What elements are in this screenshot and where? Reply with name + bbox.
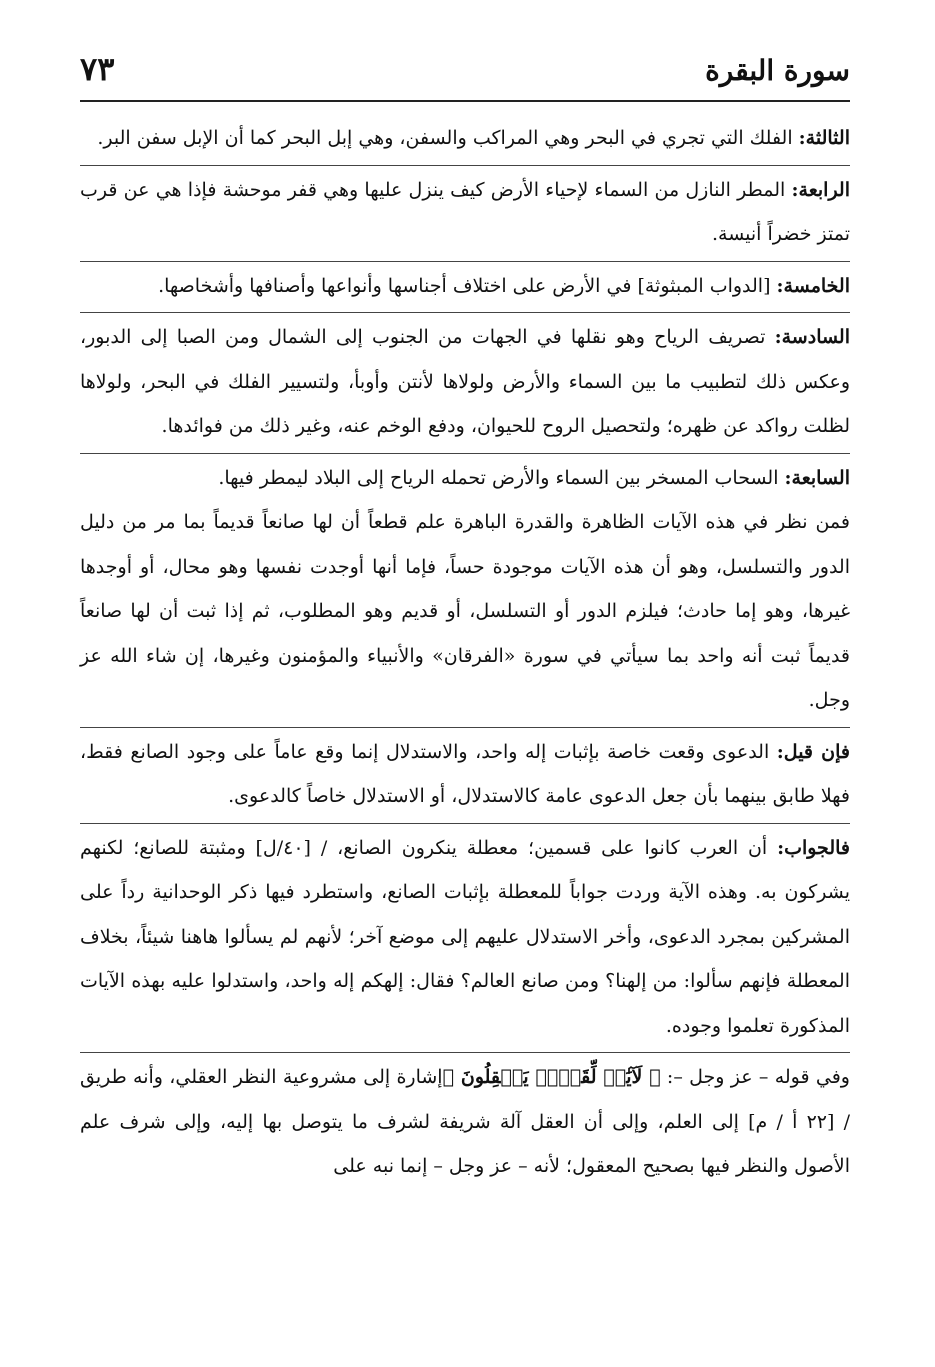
page-number: ٧٣ xyxy=(80,50,115,88)
paragraph-text: الدعوى وقعت خاصة بإثبات إله واحد، والاستدلال إنما وقع عاماً على وجود الصانع فقط، فهلا طابق بينهما بأن جعل الدعوى عامة كالاستدلال، أو الاستدلال خاصاً كالدعوى. xyxy=(80,740,850,807)
paragraph-objection xyxy=(80,730,850,819)
paragraph-sixth xyxy=(80,315,850,449)
paragraph-text: إشارة إلى مشروعية النظر العقلي، وأنه طريق / [٢٢ أ / م] إلى العلم، وإلى أن العقل آلة شريفة لشرف ما يتوصل بها إليه، وإلى شرف علم الأصول والنظر فيها بصحيح المعقول؛ لأنه – عز وجل – إنما نبه على xyxy=(80,1066,850,1177)
paragraph-lead: السابعة: xyxy=(784,466,850,489)
paragraph-lead: فالجواب: xyxy=(777,836,850,859)
paragraph-lead: الرابعة: xyxy=(791,178,850,201)
book-page xyxy=(80,40,850,1340)
page-body xyxy=(80,102,850,1189)
page-header xyxy=(80,40,850,102)
paragraph-fifth xyxy=(80,264,850,309)
paragraph-text: فمن نظر في هذه الآيات الظاهرة والقدرة الباهرة علم قطعاً أن لها صانعاً قديماً بما مر من دليل الدور والتسلسل، وهو أن هذه الآيات موجودة حساً، فإما أنها أوجدت نفسها وهو محال، أو أوجدها غيرها، وهو إما حادث؛ فيلزم الدور أو التسلسل، أو قديم وهو المطلوب، ثم إذا ثبت أن لها صانعاً قديماً ثبت أنه واحد بما سيأتي في سورة «الفرقان» والأنبياء والمؤمنون وغيرها، إن شاء الله عز وجل. xyxy=(80,511,850,711)
surah-title: سورة البقرة xyxy=(705,54,850,87)
paragraph-divider xyxy=(80,727,850,728)
paragraph-text: المطر النازل من السماء لإحياء الأرض كيف ينزل عليها وهي قفر موحشة فإذا هي عن قرب تمتز خضراً أنيسة. xyxy=(80,178,850,245)
quran-quote: ﴿ لَآيَٰتٖ لِّقَوۡمٖ يَعۡقِلُونَ ﴾ xyxy=(442,1066,661,1088)
paragraph-lead: السادسة: xyxy=(774,326,850,348)
paragraph-lead: الثالثة: xyxy=(798,127,850,149)
paragraph-third xyxy=(80,116,850,161)
paragraph-text: السحاب المسخر بين السماء والأرض تحمله الرياح إلى البلاد ليمطر فيها. xyxy=(218,466,785,489)
paragraph-divider xyxy=(80,453,850,454)
paragraph-seventh xyxy=(80,456,850,501)
paragraph-divider xyxy=(80,261,850,262)
paragraph-text: تصريف الرياح وهو نقلها في الجهات من الجنوب إلى الشمال ومن الصبا إلى الدبور، وعكس ذلك لتطبيب ما بين السماء والأرض ولولاها لأنتن وأوبأ، ولتسيير الفلك في البحر، ولولاها لظلت رواكد عن ظهره؛ ولتحصيل الروح للحيوان، ودفع الوخم عنه، وغير ذلك من فوائدها. xyxy=(80,326,850,437)
paragraph-argument xyxy=(80,500,850,723)
paragraph-lead: فإن قيل: xyxy=(776,740,850,763)
paragraph-fourth xyxy=(80,168,850,257)
paragraph-reflection xyxy=(80,1055,850,1189)
paragraph-text: الفلك التي تجري في البحر وهي المراكب والسفن، وهي إبل البحر كما أن الإبل سفن البر. xyxy=(97,127,799,149)
paragraph-text: وفي قوله – عز وجل –: xyxy=(660,1066,850,1088)
paragraph-divider xyxy=(80,312,850,313)
paragraph-text: [الدواب المبثوثة] في الأرض على اختلاف أجناسها وأنواعها وأصنافها وأشخاصها. xyxy=(158,274,777,297)
paragraph-divider xyxy=(80,1052,850,1053)
paragraph-answer xyxy=(80,826,850,1049)
paragraph-text: أن العرب كانوا على قسمين؛ معطلة ينكرون الصانع، / [٤٠/ل] ومثبتة للصانع؛ لكنهم يشركون به. وهذه الآية وردت جواباً للمعطلة بإثبات الصانع، واستطرد فيها ذكر الوحدانية رداً على المشركين بمجرد الدعوى، وأخر الاستدلال عليهم إلى موضع آخر؛ لأنهم لم يسألوا هاهنا شيئاً، بخلاف المعطلة فإنهم سألوا: من إلهنا؟ ومن صانع العالم؟ فقال: إلهكم إله واحد، واستدلوا عليه بهذه الآيات المذكورة تعلموا وجوده. xyxy=(80,836,850,1037)
paragraph-divider xyxy=(80,823,850,824)
paragraph-lead: الخامسة: xyxy=(776,274,850,297)
paragraph-divider xyxy=(80,165,850,166)
